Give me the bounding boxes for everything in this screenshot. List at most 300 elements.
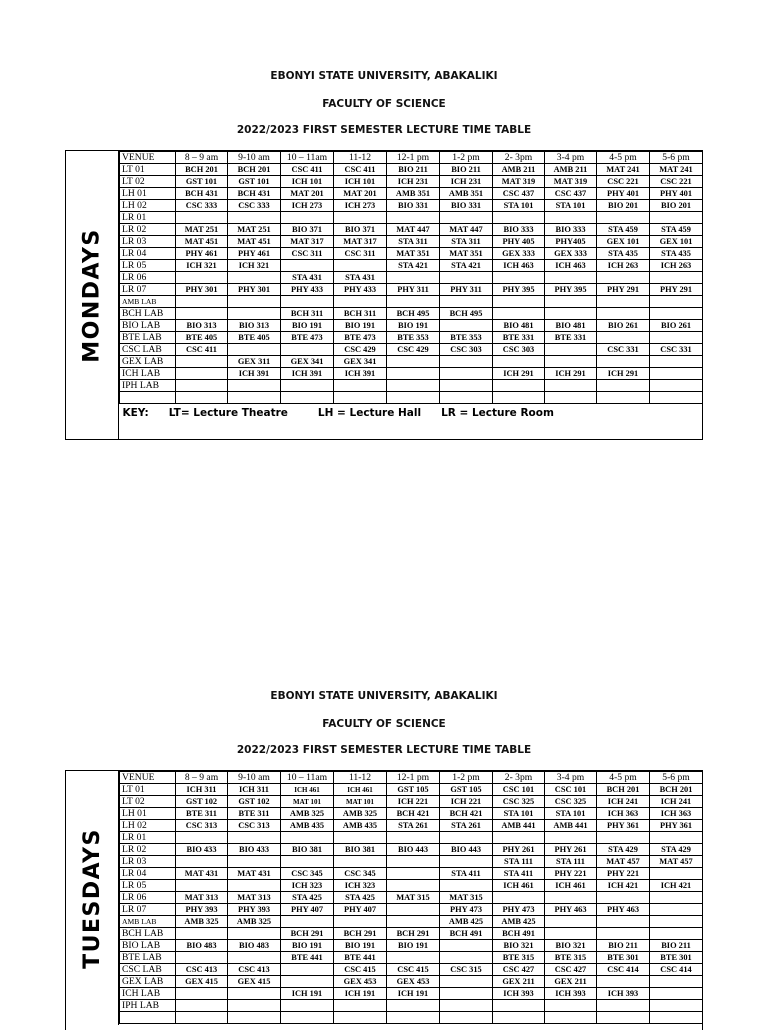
header-row xyxy=(120,152,703,164)
course-cell xyxy=(650,928,703,940)
course-cell: PHY 401 xyxy=(597,188,650,200)
time-slot-header: 12-1 pm xyxy=(387,772,440,784)
course-cell xyxy=(176,296,228,308)
time-slot-header: 12-1 pm xyxy=(387,152,440,164)
course-cell: ICH 291 xyxy=(493,368,545,380)
course-cell xyxy=(650,308,703,320)
course-cell: ICH 321 xyxy=(176,260,228,272)
course-cell: BIO 371 xyxy=(281,224,334,236)
course-cell xyxy=(493,296,545,308)
course-cell: CSC 311 xyxy=(281,248,334,260)
time-slot-header: 11-12 xyxy=(334,152,387,164)
venue-cell: IPH LAB xyxy=(120,1000,176,1012)
course-cell: STA 111 xyxy=(493,856,545,868)
venue-cell: ICH LAB xyxy=(120,988,176,1000)
venue-cell: LT 01 xyxy=(120,164,176,176)
course-cell: STA 429 xyxy=(597,844,650,856)
course-cell: BCH 291 xyxy=(387,928,440,940)
course-cell xyxy=(334,1000,387,1012)
course-cell: BIO 211 xyxy=(650,940,703,952)
time-slot-header: 1-2 pm xyxy=(440,772,493,784)
course-cell: BTE 315 xyxy=(545,952,597,964)
course-cell: BTE 311 xyxy=(176,808,228,820)
course-cell: CSC 313 xyxy=(228,820,281,832)
course-cell: BIO 201 xyxy=(650,200,703,212)
table-row xyxy=(120,940,703,952)
venue-cell: LR 07 xyxy=(120,284,176,296)
venue-cell: AMB LAB xyxy=(120,916,176,928)
course-cell: STA 101 xyxy=(545,200,597,212)
venue-cell: IPH LAB xyxy=(120,380,176,392)
table-row xyxy=(120,832,703,844)
monday-table xyxy=(119,151,703,422)
course-cell: GEX 341 xyxy=(334,356,387,368)
course-cell: MAT 317 xyxy=(334,236,387,248)
table-row xyxy=(120,892,703,904)
course-cell xyxy=(176,392,228,404)
course-cell: CSC 101 xyxy=(493,784,545,796)
course-cell xyxy=(387,296,440,308)
course-cell: CSC 427 xyxy=(493,964,545,976)
faculty-title: FACULTY OF SCIENCE xyxy=(322,98,446,110)
course-cell: PHY 291 xyxy=(597,284,650,296)
key-label: KEY: xyxy=(122,407,149,419)
course-cell: PHY 361 xyxy=(597,820,650,832)
course-cell: BIO 191 xyxy=(387,940,440,952)
course-cell xyxy=(493,308,545,320)
course-cell: ICH 323 xyxy=(281,880,334,892)
course-cell: ICH 393 xyxy=(597,988,650,1000)
course-cell xyxy=(650,976,703,988)
key-row xyxy=(120,404,703,423)
course-cell: PHY 463 xyxy=(597,904,650,916)
venue-header: VENUE xyxy=(120,772,176,784)
venue-cell: LH 01 xyxy=(120,808,176,820)
course-cell: BCH 431 xyxy=(176,188,228,200)
course-cell: STA 111 xyxy=(545,856,597,868)
course-cell: BTE 473 xyxy=(334,332,387,344)
course-cell: BIO 211 xyxy=(440,164,493,176)
course-cell: ICH 461 xyxy=(545,880,597,892)
table-row xyxy=(120,200,703,212)
course-cell: ICH 421 xyxy=(597,880,650,892)
course-cell: MAT 101 xyxy=(281,796,334,808)
venue-cell: LR 05 xyxy=(120,880,176,892)
table-row xyxy=(120,224,703,236)
course-cell xyxy=(228,988,281,1000)
course-cell xyxy=(440,320,493,332)
table-row xyxy=(120,260,703,272)
course-cell xyxy=(176,1000,228,1012)
course-cell xyxy=(387,904,440,916)
course-cell xyxy=(545,392,597,404)
course-cell: AMB 325 xyxy=(176,916,228,928)
course-cell: CSC 303 xyxy=(493,344,545,356)
course-cell: STA 431 xyxy=(281,272,334,284)
table-row xyxy=(120,952,703,964)
course-cell xyxy=(387,916,440,928)
course-cell: BIO 481 xyxy=(545,320,597,332)
course-cell: CSC 303 xyxy=(440,344,493,356)
venue-cell: LH 01 xyxy=(120,188,176,200)
course-cell xyxy=(281,916,334,928)
course-cell xyxy=(176,880,228,892)
course-cell: PHY 433 xyxy=(334,284,387,296)
course-cell: CSC 101 xyxy=(545,784,597,796)
course-cell xyxy=(650,392,703,404)
course-cell xyxy=(334,1012,387,1024)
course-cell: CSC 429 xyxy=(334,344,387,356)
course-cell: PHY 393 xyxy=(228,904,281,916)
course-cell xyxy=(176,368,228,380)
course-cell xyxy=(493,392,545,404)
course-cell xyxy=(440,296,493,308)
tuesday-timetable xyxy=(65,770,703,1030)
course-cell: BIO 481 xyxy=(493,320,545,332)
course-cell: BIO 211 xyxy=(387,164,440,176)
course-cell: CSC 331 xyxy=(597,344,650,356)
course-cell: AMB 441 xyxy=(493,820,545,832)
course-cell: ICH 191 xyxy=(387,988,440,1000)
time-slot-header: 11-12 xyxy=(334,772,387,784)
course-cell xyxy=(597,332,650,344)
course-cell: PHY 461 xyxy=(228,248,281,260)
course-cell: PHY 395 xyxy=(493,284,545,296)
course-cell xyxy=(176,212,228,224)
course-cell: GST 102 xyxy=(228,796,281,808)
course-cell xyxy=(228,272,281,284)
table-row xyxy=(120,332,703,344)
course-cell: BIO 261 xyxy=(650,320,703,332)
course-cell xyxy=(440,856,493,868)
course-cell: BCH 201 xyxy=(650,784,703,796)
course-cell: ICH 391 xyxy=(281,368,334,380)
venue-cell xyxy=(120,1012,176,1024)
course-cell: STA 261 xyxy=(387,820,440,832)
course-cell: BTE 311 xyxy=(228,808,281,820)
venue-cell: LR 04 xyxy=(120,248,176,260)
course-cell: CSC 311 xyxy=(334,248,387,260)
table-row xyxy=(120,796,703,808)
table-row xyxy=(120,284,703,296)
table-row xyxy=(120,988,703,1000)
course-cell: BIO 321 xyxy=(493,940,545,952)
time-slot-header: 8 – 9 am xyxy=(176,152,228,164)
course-cell: PHY 473 xyxy=(440,904,493,916)
course-cell xyxy=(281,212,334,224)
course-cell: AMB 441 xyxy=(545,820,597,832)
course-cell xyxy=(387,1000,440,1012)
course-cell xyxy=(176,952,228,964)
course-cell: CSC 315 xyxy=(440,964,493,976)
table-row xyxy=(120,808,703,820)
venue-cell: ICH LAB xyxy=(120,368,176,380)
course-cell: GST 105 xyxy=(387,784,440,796)
table-row xyxy=(120,928,703,940)
course-cell xyxy=(597,916,650,928)
venue-cell: BCH LAB xyxy=(120,928,176,940)
course-cell: BIO 211 xyxy=(597,940,650,952)
course-cell xyxy=(650,1012,703,1024)
venue-cell: BIO LAB xyxy=(120,940,176,952)
course-cell: BCH 201 xyxy=(228,164,281,176)
key-lh: LH = Lecture Hall xyxy=(317,407,422,419)
course-cell: ICH 231 xyxy=(440,176,493,188)
header-row xyxy=(120,772,703,784)
course-cell: GST 105 xyxy=(440,784,493,796)
course-cell: ICH 421 xyxy=(650,880,703,892)
course-cell: AMB 211 xyxy=(545,164,597,176)
course-cell xyxy=(597,392,650,404)
course-cell: CSC 411 xyxy=(176,344,228,356)
course-cell: MAT 457 xyxy=(650,856,703,868)
course-cell: ICH 393 xyxy=(493,988,545,1000)
course-cell: STA 435 xyxy=(650,248,703,260)
venue-cell: LH 02 xyxy=(120,200,176,212)
course-cell xyxy=(493,212,545,224)
key-lr: LR = Lecture Room xyxy=(441,407,554,419)
course-cell xyxy=(281,832,334,844)
course-cell xyxy=(597,976,650,988)
table-row xyxy=(120,844,703,856)
course-cell: MAT 351 xyxy=(440,248,493,260)
course-cell: CSC 333 xyxy=(176,200,228,212)
course-cell: BCH 431 xyxy=(228,188,281,200)
course-cell: MAT 313 xyxy=(228,892,281,904)
course-cell xyxy=(228,1000,281,1012)
course-cell: ICH 221 xyxy=(440,796,493,808)
course-cell xyxy=(545,892,597,904)
timetable-title: 2022/2023 FIRST SEMESTER LECTURE TIME TABLE xyxy=(236,124,532,136)
course-cell: BIO 333 xyxy=(545,224,597,236)
course-cell: ICH 191 xyxy=(334,988,387,1000)
university-title: EBONYI STATE UNIVERSITY, ABAKALIKI xyxy=(270,690,498,702)
course-cell xyxy=(650,916,703,928)
venue-cell: LR 05 xyxy=(120,260,176,272)
venue-cell: CSC LAB xyxy=(120,964,176,976)
venue-cell: LR 02 xyxy=(120,844,176,856)
venue-cell: LR 04 xyxy=(120,868,176,880)
course-cell: BTE 441 xyxy=(281,952,334,964)
course-cell: ICH 231 xyxy=(387,176,440,188)
course-cell xyxy=(493,1000,545,1012)
course-cell: MAT 351 xyxy=(387,248,440,260)
course-cell: GEX 211 xyxy=(545,976,597,988)
course-cell: MAT 315 xyxy=(440,892,493,904)
course-cell xyxy=(440,368,493,380)
course-cell: MAT 251 xyxy=(228,224,281,236)
course-cell xyxy=(334,380,387,392)
course-cell: STA 435 xyxy=(597,248,650,260)
course-cell: STA 261 xyxy=(440,820,493,832)
course-cell xyxy=(387,1012,440,1024)
course-cell xyxy=(387,272,440,284)
table-row xyxy=(120,164,703,176)
course-cell xyxy=(176,832,228,844)
course-cell: PHY 221 xyxy=(597,868,650,880)
course-cell: BIO 381 xyxy=(281,844,334,856)
time-slot-header: 10 – 11am xyxy=(281,772,334,784)
course-cell: ICH 191 xyxy=(281,988,334,1000)
course-cell xyxy=(228,1012,281,1024)
course-cell: BCH 495 xyxy=(440,308,493,320)
course-cell: BTE 405 xyxy=(176,332,228,344)
course-cell: STA 459 xyxy=(597,224,650,236)
table-row xyxy=(120,236,703,248)
course-cell: BIO 191 xyxy=(387,320,440,332)
course-cell xyxy=(597,832,650,844)
course-cell xyxy=(334,856,387,868)
course-cell: ICH 363 xyxy=(597,808,650,820)
course-cell xyxy=(597,1012,650,1024)
course-cell xyxy=(228,952,281,964)
monday-timetable xyxy=(65,150,703,440)
table-row xyxy=(120,308,703,320)
course-cell: BIO 261 xyxy=(597,320,650,332)
course-cell xyxy=(597,928,650,940)
course-cell: BIO 191 xyxy=(334,940,387,952)
course-cell xyxy=(545,356,597,368)
venue-cell: LR 06 xyxy=(120,272,176,284)
course-cell: BCH 201 xyxy=(176,164,228,176)
course-cell: ICH 263 xyxy=(650,260,703,272)
time-slot-header: 9-10 am xyxy=(228,152,281,164)
course-cell: ICH 221 xyxy=(387,796,440,808)
venue-cell xyxy=(120,392,176,404)
course-cell: STA 425 xyxy=(334,892,387,904)
course-cell xyxy=(650,296,703,308)
course-cell: STA 311 xyxy=(440,236,493,248)
course-cell xyxy=(493,380,545,392)
course-cell: MAT 319 xyxy=(493,176,545,188)
course-cell xyxy=(228,308,281,320)
course-cell xyxy=(281,976,334,988)
course-cell: STA 101 xyxy=(493,200,545,212)
course-cell: BTE 353 xyxy=(387,332,440,344)
table-row xyxy=(120,320,703,332)
course-cell: PHY 311 xyxy=(440,284,493,296)
course-cell: BCH 291 xyxy=(334,928,387,940)
course-cell: CSC 414 xyxy=(650,964,703,976)
course-cell xyxy=(440,1012,493,1024)
course-cell xyxy=(440,212,493,224)
course-cell: MAT 251 xyxy=(176,224,228,236)
table-row xyxy=(120,392,703,404)
course-cell: AMB 435 xyxy=(281,820,334,832)
course-cell: PHY 301 xyxy=(176,284,228,296)
course-cell: ICH 311 xyxy=(228,784,281,796)
course-cell: GEX 415 xyxy=(176,976,228,988)
course-cell: PHY 407 xyxy=(281,904,334,916)
course-cell xyxy=(228,392,281,404)
course-cell xyxy=(281,1000,334,1012)
course-cell: MAT 431 xyxy=(228,868,281,880)
course-cell: STA 421 xyxy=(440,260,493,272)
course-cell xyxy=(281,964,334,976)
venue-cell: BCH LAB xyxy=(120,308,176,320)
course-cell: BIO 191 xyxy=(334,320,387,332)
venue-header: VENUE xyxy=(120,152,176,164)
course-cell xyxy=(545,380,597,392)
course-cell: AMB 351 xyxy=(387,188,440,200)
time-slot-header: 10 – 11am xyxy=(281,152,334,164)
course-cell: BCH 421 xyxy=(440,808,493,820)
course-cell: MAT 431 xyxy=(176,868,228,880)
venue-cell: GEX LAB xyxy=(120,356,176,368)
course-cell xyxy=(176,272,228,284)
course-cell: AMB 325 xyxy=(334,808,387,820)
course-cell: BIO 371 xyxy=(334,224,387,236)
course-cell: BCH 491 xyxy=(493,928,545,940)
table-row xyxy=(120,212,703,224)
venue-cell: BTE LAB xyxy=(120,332,176,344)
course-cell xyxy=(440,356,493,368)
course-cell xyxy=(440,952,493,964)
venue-cell: LR 03 xyxy=(120,856,176,868)
course-cell: BTE 441 xyxy=(334,952,387,964)
key-lt: LT= Lecture Theatre xyxy=(168,407,288,419)
course-cell: PHY 261 xyxy=(493,844,545,856)
course-cell: BTE 331 xyxy=(545,332,597,344)
course-cell: MAT 201 xyxy=(334,188,387,200)
course-cell xyxy=(493,356,545,368)
course-cell: PHY 463 xyxy=(545,904,597,916)
course-cell: BIO 433 xyxy=(228,844,281,856)
course-cell xyxy=(440,1000,493,1012)
course-cell xyxy=(440,272,493,284)
course-cell: BIO 313 xyxy=(228,320,281,332)
course-cell xyxy=(545,296,597,308)
venue-cell: GEX LAB xyxy=(120,976,176,988)
course-cell: AMB 351 xyxy=(440,188,493,200)
course-cell: BIO 333 xyxy=(493,224,545,236)
course-cell xyxy=(440,392,493,404)
course-cell: ICH 461 xyxy=(281,784,334,796)
course-cell xyxy=(228,856,281,868)
university-title: EBONYI STATE UNIVERSITY, ABAKALIKI xyxy=(270,70,498,82)
course-cell: GEX 101 xyxy=(650,236,703,248)
course-cell: MAT 451 xyxy=(228,236,281,248)
course-cell: CSC 221 xyxy=(650,176,703,188)
course-cell xyxy=(650,272,703,284)
course-cell: CSC 345 xyxy=(334,868,387,880)
course-cell xyxy=(281,260,334,272)
course-cell xyxy=(545,928,597,940)
course-cell xyxy=(334,296,387,308)
table-row xyxy=(120,868,703,880)
course-cell: BTE 353 xyxy=(440,332,493,344)
course-cell: BTE 301 xyxy=(650,952,703,964)
legend-key xyxy=(120,404,703,423)
course-cell: ICH 391 xyxy=(334,368,387,380)
venue-cell: LT 02 xyxy=(120,176,176,188)
course-cell: BTE 301 xyxy=(597,952,650,964)
course-cell: AMB 425 xyxy=(493,916,545,928)
course-cell: BTE 405 xyxy=(228,332,281,344)
course-cell: ICH 263 xyxy=(597,260,650,272)
course-cell xyxy=(650,1000,703,1012)
course-cell: ICH 311 xyxy=(176,784,228,796)
table-row xyxy=(120,380,703,392)
course-cell: BIO 483 xyxy=(176,940,228,952)
course-cell xyxy=(545,212,597,224)
course-cell xyxy=(387,880,440,892)
course-cell: GEX 101 xyxy=(597,236,650,248)
course-cell xyxy=(387,392,440,404)
course-cell: GEX 415 xyxy=(228,976,281,988)
course-cell: MAT 317 xyxy=(281,236,334,248)
course-cell: CSC 221 xyxy=(597,176,650,188)
